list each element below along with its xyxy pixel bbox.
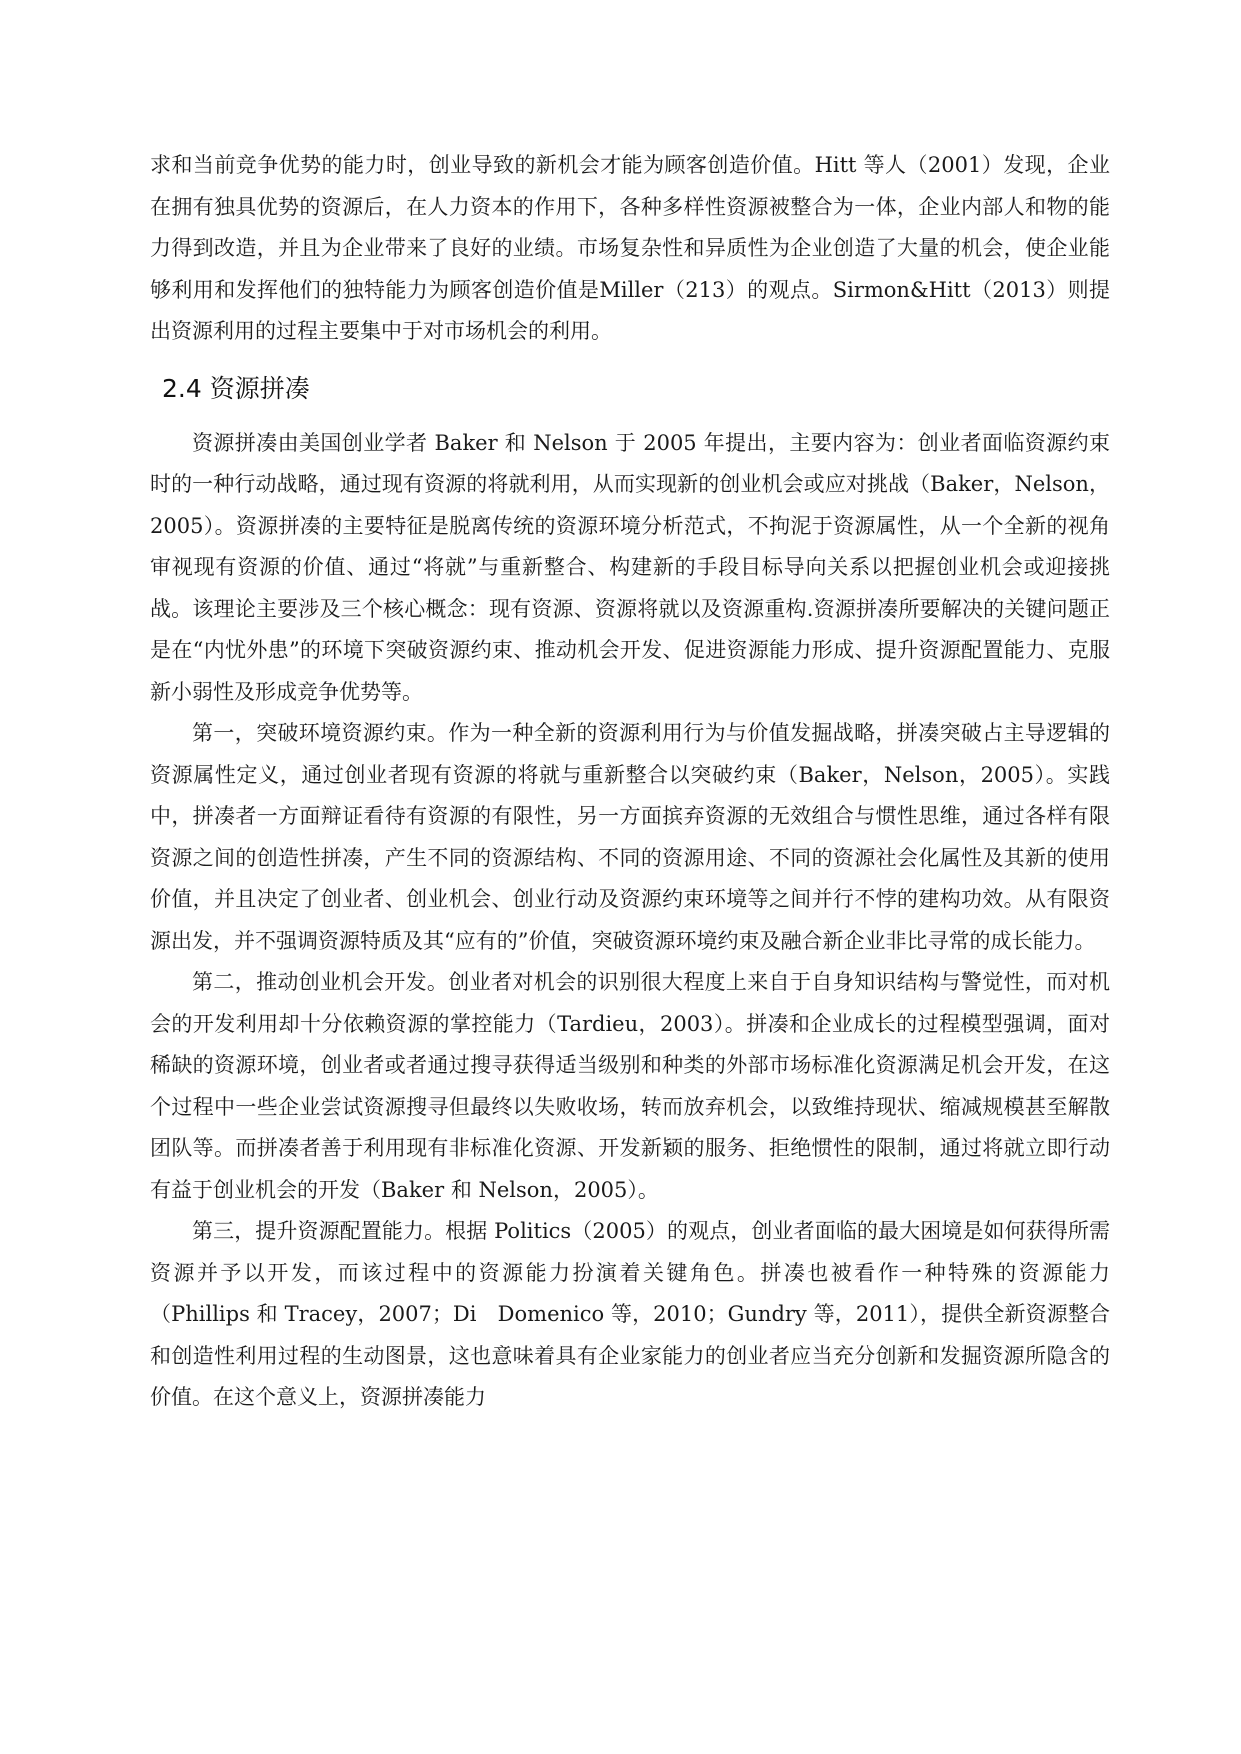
paragraph-third-point: 第三，提升资源配置能力。根据 Politics（2005）的观点，创业者面临的最大困境是如何获得所需资源并予以开发，而该过程中的资源能力扮演着关键角色。拼凑也被看作一种特殊的资源能力（Phillips 和 Tracey，2007；Di Domenico 等，2010；Gundry 等，2011），提供全新资源整合和创造性利用过程的生动图景，这也意味着具有企业家能力的创业者应当充分创新和发掘资源所隐含的价值。在这个意义上，资源拼凑能力 [150, 1219, 1110, 1409]
paragraph-first-point: 第一，突破环境资源约束。作为一种全新的资源利用行为与价值发掘战略，拼凑突破占主导逻辑的资源属性定义，通过创业者现有资源的将就与重新整合以突破约束（Baker，Nelson，2005）。实践中，拼凑者一方面辩证看待有资源的有限性，另一方面摈弃资源的无效组合与惯性思维，通过各样有限资源之间的创造性拼凑，产生不同的资源结构、不同的资源用途、不同的资源社会化属性及其新的使用价值，并且决定了创业者、创业机会、创业行动及资源约束环境等之间并行不悖的建构功效。从有限资源出发，并不强调资源特质及其“应有的”价值，突破资源环境约束及融合新企业非比寻常的成长能力。 [150, 721, 1110, 953]
paragraph-second-point: 第二，推动创业机会开发。创业者对机会的识别很大程度上来自于自身知识结构与警觉性，而对机会的开发利用却十分依赖资源的掌控能力（Tardieu，2003）。拼凑和企业成长的过程模型强调，面对稀缺的资源环境，创业者或者通过搜寻获得适当级别和种类的外部市场标准化资源满足机会开发，在这个过程中一些企业尝试资源搜寻但最终以失败收场，转而放弃机会，以致维持现状、缩减规模甚至解散团队等。而拼凑者善于利用现有非标准化资源、开发新颖的服务、拒绝惯性的限制，通过将就立即行动有益于创业机会的开发（Baker 和 Nelson，2005）。 [150, 970, 1110, 1202]
section-heading: 2.4 资源拼凑 [162, 373, 310, 403]
document-page [150, 145, 1110, 1419]
intro-paragraph: 求和当前竞争优势的能力时，创业导致的新机会才能为顾客创造价值。Hitt 等人（2001）发现，企业在拥有独具优势的资源后，在人力资本的作用下，各种多样性资源被整合为一体，企业内部人和物的能力得到改造，并且为企业带来了良好的业绩。市场复杂性和异质性为企业创造了大量的机会，使企业能够利用和发挥他们的独特能力为顾客创造价值是Miller（213）的观点。Sirmon&Hitt（2013）则提出资源利用的过程主要集中于对市场机会的利用。 [150, 153, 1110, 343]
paragraph-definition: 资源拼凑由美国创业学者 Baker 和 Nelson 于 2005 年提出，主要内容为：创业者面临资源约束时的一种行动战略，通过现有资源的将就利用，从而实现新的创业机会或应对挑战（Baker，Nelson，2005）。资源拼凑的主要特征是脱离传统的资源环境分析范式，不拘泥于资源属性，从一个全新的视角审视现有资源的价值、通过“将就”与重新整合、构建新的手段目标导向关系以把握创业机会或迎接挑战。该理论主要涉及三个核心概念：现有资源、资源将就以及资源重构.资源拼凑所要解决的关键问题正是在“内忧外患”的环境下突破资源约束、推动机会开发、促进资源能力形成、提升资源配置能力、克服新小弱性及形成竞争优势等。 [150, 430, 1110, 704]
